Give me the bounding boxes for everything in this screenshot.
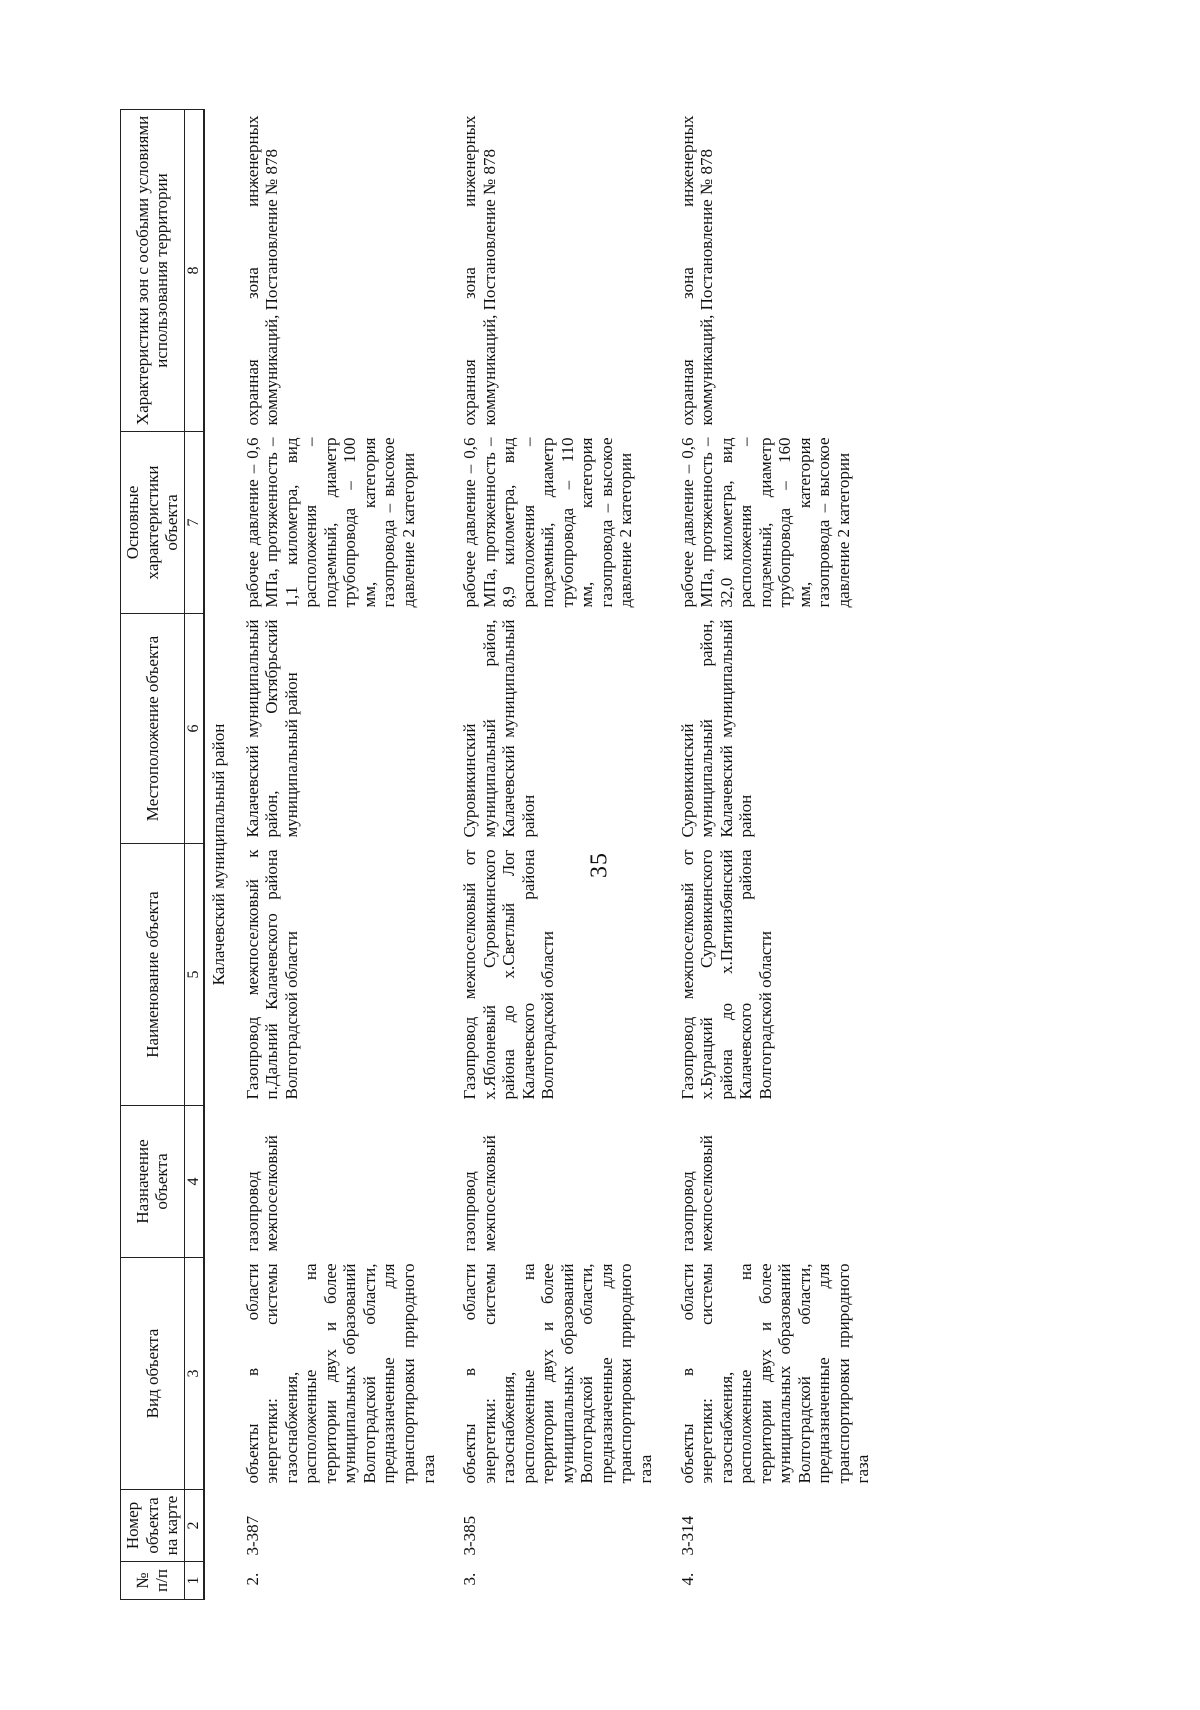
- column-number: 5: [184, 844, 204, 1106]
- table-row: [452, 110, 669, 1600]
- row-number: 2.: [242, 1572, 262, 1586]
- object-kind: объекты в области энергетики: системы газоснабжения, расположенные на территории двух и более муниципальных образований Волгоградской области, предназначенные для транспортировки природного газа: [242, 1263, 438, 1484]
- object-name: Газопровод межпоселковый от х.Бурацкий Суровикинского района до х.Пятиизбянский Калачевского района Волгоградской области: [677, 849, 775, 1100]
- object-purpose: газопровод межпоселковый: [677, 1135, 717, 1252]
- table-row: [670, 110, 887, 1600]
- object-characteristics: рабочее давление – 0,6 МПа, протяженность – 32,0 километра, вид расположения – подземный, диаметр трубопровода – 160 мм, категория газопровода – высокое давление 2 категории: [677, 437, 853, 608]
- object-purpose: газопровод межпоселковый: [242, 1135, 282, 1252]
- row-number: 4.: [677, 1572, 697, 1586]
- header-cell: Характеристики зон с особыми условиями использования территории: [121, 110, 185, 432]
- map-object-code: 3-387: [242, 1515, 262, 1556]
- object-name: Газопровод межпоселковый к п.Дальний Калачевского района Волгоградской области: [242, 849, 301, 1100]
- object-name: Газопровод межпоселковый от х.Яблоневый Суровикинского района до х.Светлый Лог Калачевского района Волгоградской области: [460, 849, 558, 1100]
- column-number: 7: [184, 432, 204, 614]
- object-characteristics: рабочее давление – 0,6 МПа, протяженность – 1,1 километра, вид расположения – подземный, диаметр трубопровода – 100 мм, категория газопровода – высокое давление 2 категории: [242, 437, 418, 608]
- header-cell: Назначение объекта: [121, 1106, 185, 1258]
- header-cell: Основные характеристики объекта: [121, 432, 185, 614]
- table-header-row: [121, 110, 185, 1600]
- column-number: 2: [184, 1490, 204, 1562]
- column-number: 8: [184, 110, 204, 432]
- zone-characteristics: охранная зона инженерных коммуникаций, Постановление № 878: [460, 115, 499, 426]
- map-object-code: 3-385: [460, 1515, 480, 1556]
- column-number: 6: [184, 614, 204, 844]
- object-kind: объекты в области энергетики: системы газоснабжения, расположенные на территории двух и более муниципальных образований Волгоградской области, предназначенные для транспортировки природного газа: [460, 1263, 655, 1484]
- column-number: 3: [184, 1258, 204, 1490]
- object-kind: объекты в области энергетики: системы газоснабжения, расположенные на территории двух и более муниципальных образований Волгоградской области, предназначенные для транспортировки природного газа: [677, 1263, 873, 1484]
- objects-table: [120, 109, 887, 1600]
- header-cell: № п/п: [121, 1562, 185, 1600]
- column-number-row: [184, 110, 204, 1600]
- column-number: 4: [184, 1106, 204, 1258]
- page-number: 35: [586, 852, 613, 878]
- document-table-sheet: [120, 110, 873, 1600]
- object-purpose: газопровод межпоселковый: [460, 1135, 499, 1252]
- zone-characteristics: охранная зона инженерных коммуникаций, Постановление № 878: [242, 115, 282, 426]
- header-cell: Вид объекта: [121, 1258, 185, 1490]
- zone-characteristics: охранная зона инженерных коммуникаций, Постановление № 878: [677, 115, 717, 426]
- header-cell: Наименование объекта: [121, 844, 185, 1106]
- object-location: Суровикинский муниципальный район, Калачевский муниципальный район: [677, 619, 756, 838]
- object-location: Суровикинский муниципальный район, Калачевский муниципальный район: [460, 619, 538, 838]
- header-cell: Местоположение объекта: [121, 614, 185, 844]
- row-number: 3.: [460, 1572, 480, 1586]
- object-location: Калачевский муниципальный район, Октябрьский муниципальный район: [242, 619, 301, 838]
- column-number: 1: [184, 1562, 204, 1600]
- table-row: [235, 110, 452, 1600]
- object-characteristics: рабочее давление – 0,6 МПа, протяженность – 8,9 километра, вид расположения – подземный, диаметр трубопровода – 110 мм, категория газопровода – высокое давление 2 категории: [460, 437, 636, 608]
- map-object-code: 3-314: [677, 1515, 697, 1556]
- section-title: Калачевский муниципальный район: [209, 723, 229, 986]
- header-cell: Номер объекта на карте: [121, 1490, 185, 1562]
- section-row: [204, 110, 235, 1600]
